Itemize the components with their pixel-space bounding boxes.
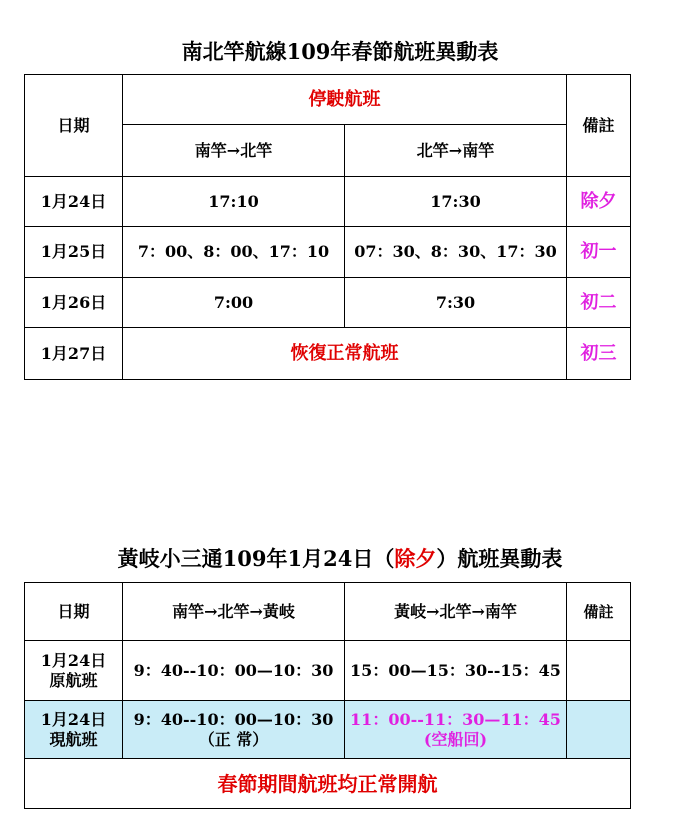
row-date: 1月27日 bbox=[25, 328, 123, 380]
row-north-south: 17:30 bbox=[345, 177, 567, 227]
row-route-b-line1: 11：00--11：30—11：45 bbox=[350, 710, 561, 730]
row-route-a-line2: （正 常） bbox=[198, 729, 269, 749]
row-north-south: 07：30、8：30、17：30 bbox=[345, 227, 567, 278]
row-date-line1: 1月24日 bbox=[40, 710, 107, 730]
table-row bbox=[25, 278, 631, 328]
row-route-b bbox=[345, 701, 567, 759]
row-date-line2: 現航班 bbox=[49, 729, 98, 749]
table2-title-highlight: 除夕 bbox=[394, 546, 437, 571]
row-route-b: 15：00—15：30--15：45 bbox=[345, 641, 567, 701]
row-date: 1月24日 bbox=[25, 177, 123, 227]
row-note bbox=[567, 641, 631, 701]
row-note: 初二 bbox=[567, 278, 631, 328]
row-date: 1月26日 bbox=[25, 278, 123, 328]
table1-header-note: 備註 bbox=[567, 75, 631, 177]
row-south-north: 7：00、8：00、17：10 bbox=[123, 227, 345, 278]
table-row bbox=[25, 641, 631, 701]
row-note: 初三 bbox=[567, 328, 631, 380]
table1-header-route-south-north: 南竿→北竿 bbox=[123, 125, 345, 177]
table2 bbox=[24, 582, 631, 809]
row-route-a-line1: 9：40--10：00—10：30 bbox=[133, 710, 334, 730]
table1-title: 南北竿航線109年春節航班異動表 bbox=[181, 39, 499, 64]
table2-title-prefix: 黃岐小三通109年1月24日（ bbox=[117, 546, 395, 571]
table2-header-route-a: 南竿→北竿→黃岐 bbox=[123, 583, 345, 641]
table2-footer: 春節期間航班均正常開航 bbox=[25, 759, 631, 809]
table2-header-date: 日期 bbox=[25, 583, 123, 641]
row-route-a: 9：40--10：00—10：30 bbox=[123, 641, 345, 701]
row-south-north: 7:00 bbox=[123, 278, 345, 328]
table1-header-route-north-south: 北竿→南竿 bbox=[345, 125, 567, 177]
table2-header-route-b: 黃岐→北竿→南竿 bbox=[345, 583, 567, 641]
table2-header-note: 備註 bbox=[567, 583, 631, 641]
row-date-line1: 1月24日 bbox=[40, 651, 107, 671]
table-row bbox=[25, 328, 631, 380]
row-resume-normal: 恢復正常航班 bbox=[123, 328, 567, 380]
row-date-line2: 原航班 bbox=[49, 670, 98, 690]
table1 bbox=[24, 74, 631, 380]
table2-title-suffix: ）航班異動表 bbox=[436, 546, 563, 571]
row-note: 初一 bbox=[567, 227, 631, 278]
row-note: 除夕 bbox=[567, 177, 631, 227]
row-date bbox=[25, 641, 123, 701]
table-row bbox=[25, 177, 631, 227]
table-row bbox=[25, 227, 631, 278]
table1-header-suspended: 停駛航班 bbox=[123, 75, 567, 125]
table-row bbox=[25, 701, 631, 759]
table1-header-date: 日期 bbox=[25, 75, 123, 177]
row-route-a bbox=[123, 701, 345, 759]
row-south-north: 17:10 bbox=[123, 177, 345, 227]
row-date bbox=[25, 701, 123, 759]
row-route-b-line2: (空船回) bbox=[423, 729, 488, 749]
row-note bbox=[567, 701, 631, 759]
row-date: 1月25日 bbox=[25, 227, 123, 278]
table2-title bbox=[0, 543, 680, 573]
row-north-south: 7:30 bbox=[345, 278, 567, 328]
